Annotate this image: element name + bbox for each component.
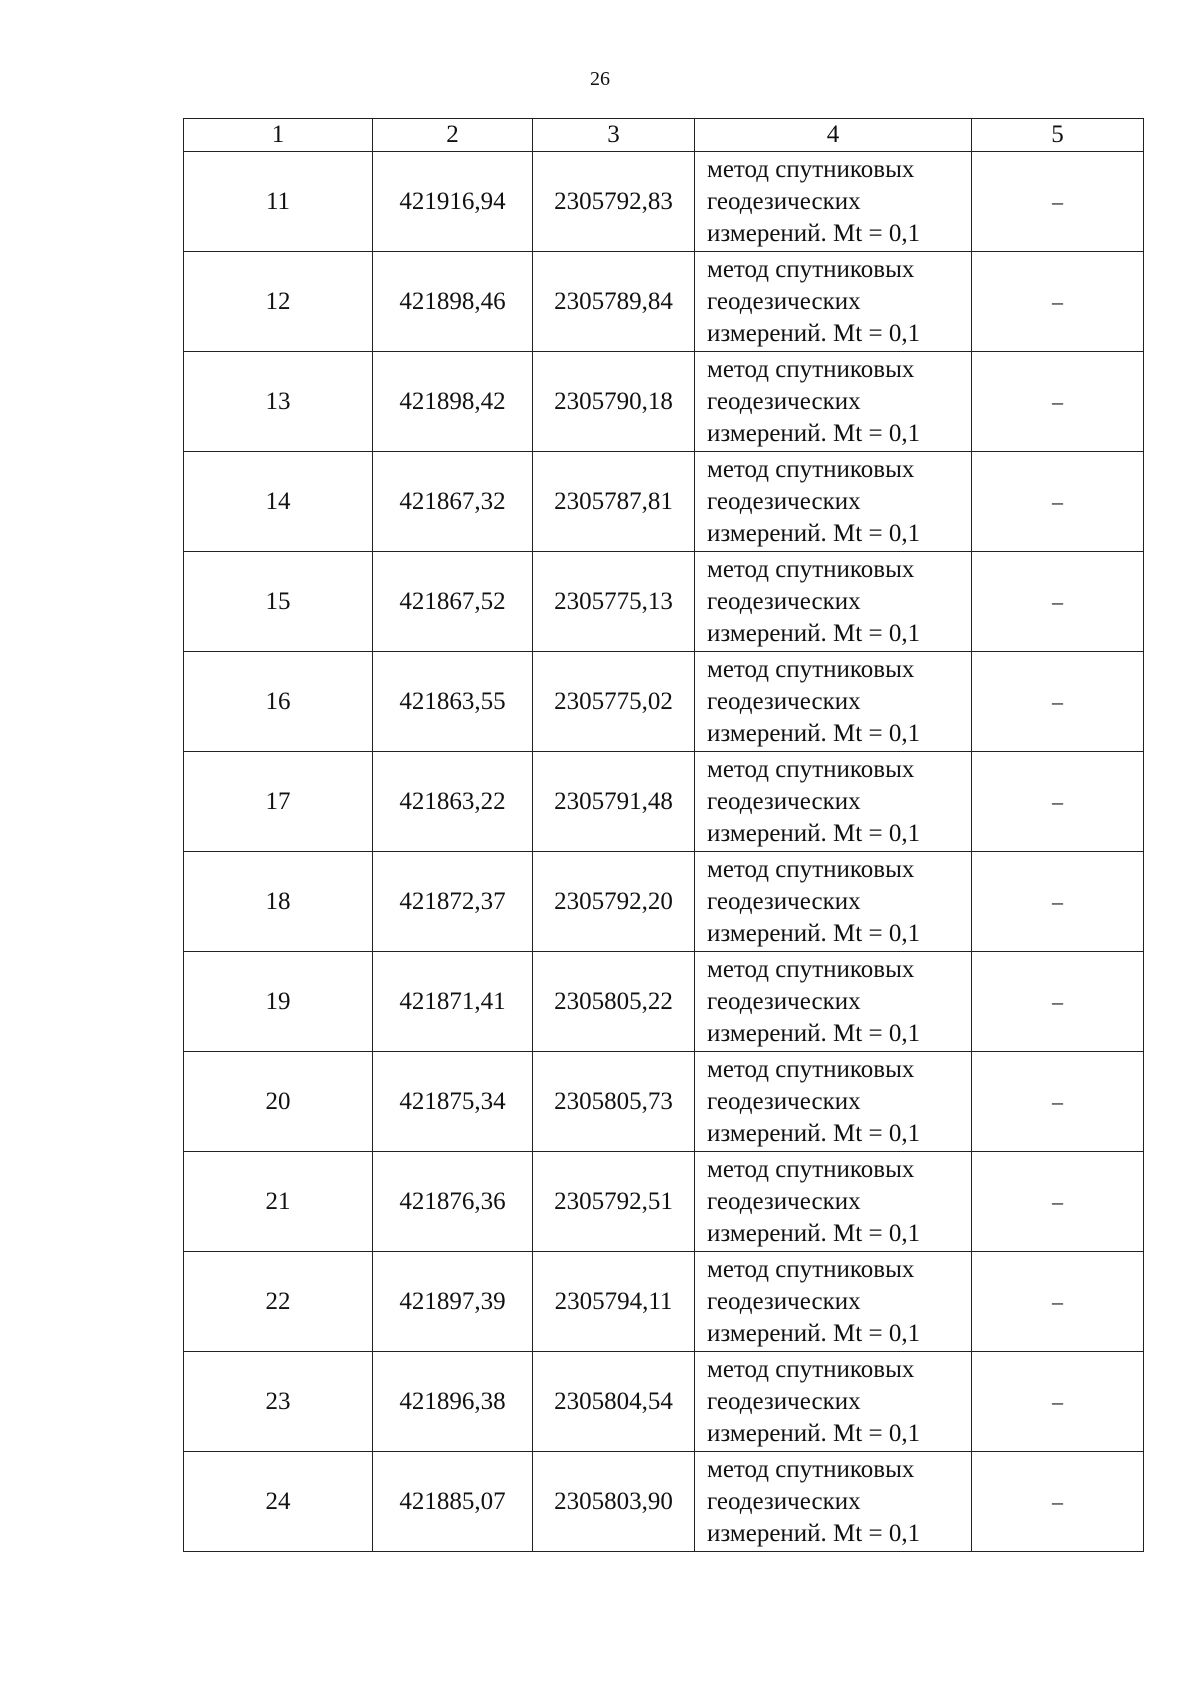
point-number-cell: 20 <box>184 1052 373 1152</box>
extra-cell: – <box>972 1052 1144 1152</box>
table-row <box>184 452 1144 552</box>
method-line: метод спутниковых <box>707 355 915 383</box>
method-line: измерений. Mt = 0,1 <box>707 619 921 647</box>
method-line: измерений. Mt = 0,1 <box>707 919 921 947</box>
method-line: метод спутниковых <box>707 955 915 983</box>
method-line: геодезических <box>707 487 861 515</box>
point-number-cell: 14 <box>184 452 373 552</box>
method-cell <box>695 1252 972 1352</box>
method-line: геодезических <box>707 587 861 615</box>
extra-cell: – <box>972 1152 1144 1252</box>
header-col-3: 3 <box>533 119 695 152</box>
table-row <box>184 152 1144 252</box>
extra-cell: – <box>972 652 1144 752</box>
header-col-5: 5 <box>972 119 1144 152</box>
x-coordinate-cell: 421863,55 <box>373 652 533 752</box>
method-line: геодезических <box>707 1187 861 1215</box>
method-line: геодезических <box>707 287 861 315</box>
method-line: метод спутниковых <box>707 1155 915 1183</box>
method-cell <box>695 752 972 852</box>
x-coordinate-cell: 421876,36 <box>373 1152 533 1252</box>
y-coordinate-cell: 2305791,48 <box>533 752 695 852</box>
method-line: геодезических <box>707 987 861 1015</box>
table-row <box>184 752 1144 852</box>
y-coordinate-cell: 2305775,13 <box>533 552 695 652</box>
table-row <box>184 552 1144 652</box>
method-line: метод спутниковых <box>707 1355 915 1383</box>
extra-cell: – <box>972 1352 1144 1452</box>
method-line: измерений. Mt = 0,1 <box>707 419 921 447</box>
method-cell <box>695 1052 972 1152</box>
extra-cell: – <box>972 952 1144 1052</box>
point-number-cell: 18 <box>184 852 373 952</box>
method-line: измерений. Mt = 0,1 <box>707 719 921 747</box>
table-row <box>184 852 1144 952</box>
y-coordinate-cell: 2305805,73 <box>533 1052 695 1152</box>
page-number: 26 <box>590 68 610 90</box>
y-coordinate-cell: 2305804,54 <box>533 1352 695 1452</box>
extra-cell: – <box>972 1452 1144 1552</box>
method-line: измерений. Mt = 0,1 <box>707 1519 921 1547</box>
table-header <box>184 119 1144 152</box>
point-number-cell: 11 <box>184 152 373 252</box>
table-row <box>184 252 1144 352</box>
method-line: метод спутниковых <box>707 755 915 783</box>
header-col-1: 1 <box>184 119 373 152</box>
method-cell <box>695 252 972 352</box>
method-line: измерений. Mt = 0,1 <box>707 819 921 847</box>
method-line: измерений. Mt = 0,1 <box>707 1019 921 1047</box>
y-coordinate-cell: 2305792,51 <box>533 1152 695 1252</box>
table-row <box>184 1452 1144 1552</box>
method-line: метод спутниковых <box>707 855 915 883</box>
point-number-cell: 21 <box>184 1152 373 1252</box>
method-line: измерений. Mt = 0,1 <box>707 1119 921 1147</box>
method-line: измерений. Mt = 0,1 <box>707 1419 921 1447</box>
x-coordinate-cell: 421896,38 <box>373 1352 533 1452</box>
point-number-cell: 23 <box>184 1352 373 1452</box>
x-coordinate-cell: 421875,34 <box>373 1052 533 1152</box>
method-line: метод спутниковых <box>707 455 915 483</box>
method-line: измерений. Mt = 0,1 <box>707 1219 921 1247</box>
method-line: измерений. Mt = 0,1 <box>707 519 921 547</box>
method-line: геодезических <box>707 1487 861 1515</box>
method-line: геодезических <box>707 387 861 415</box>
method-line: метод спутниковых <box>707 255 915 283</box>
x-coordinate-cell: 421885,07 <box>373 1452 533 1552</box>
method-line: метод спутниковых <box>707 155 915 183</box>
y-coordinate-cell: 2305775,02 <box>533 652 695 752</box>
method-line: измерений. Mt = 0,1 <box>707 219 921 247</box>
method-cell <box>695 152 972 252</box>
x-coordinate-cell: 421871,41 <box>373 952 533 1052</box>
extra-cell: – <box>972 352 1144 452</box>
table-body <box>184 152 1144 1552</box>
method-cell <box>695 1352 972 1452</box>
method-line: измерений. Mt = 0,1 <box>707 1319 921 1347</box>
y-coordinate-cell: 2305787,81 <box>533 452 695 552</box>
extra-cell: – <box>972 852 1144 952</box>
table-row <box>184 1352 1144 1452</box>
method-cell <box>695 1452 972 1552</box>
table-row <box>184 1152 1144 1252</box>
method-line: метод спутниковых <box>707 655 915 683</box>
extra-cell: – <box>972 252 1144 352</box>
method-line: геодезических <box>707 1387 861 1415</box>
extra-cell: – <box>972 552 1144 652</box>
x-coordinate-cell: 421867,52 <box>373 552 533 652</box>
extra-cell: – <box>972 752 1144 852</box>
method-cell <box>695 1152 972 1252</box>
extra-cell: – <box>972 1252 1144 1352</box>
method-line: геодезических <box>707 187 861 215</box>
y-coordinate-cell: 2305792,83 <box>533 152 695 252</box>
point-number-cell: 13 <box>184 352 373 452</box>
y-coordinate-cell: 2305789,84 <box>533 252 695 352</box>
table-row <box>184 1252 1144 1352</box>
method-cell <box>695 852 972 952</box>
method-line: геодезических <box>707 1287 861 1315</box>
method-line: метод спутниковых <box>707 1455 915 1483</box>
point-number-cell: 16 <box>184 652 373 752</box>
method-cell <box>695 452 972 552</box>
point-number-cell: 19 <box>184 952 373 1052</box>
method-cell <box>695 652 972 752</box>
method-line: метод спутниковых <box>707 555 915 583</box>
y-coordinate-cell: 2305805,22 <box>533 952 695 1052</box>
x-coordinate-cell: 421867,32 <box>373 452 533 552</box>
method-line: геодезических <box>707 687 861 715</box>
table-row <box>184 952 1144 1052</box>
extra-cell: – <box>972 152 1144 252</box>
header-row <box>184 119 1144 152</box>
table-row <box>184 652 1144 752</box>
method-line: метод спутниковых <box>707 1055 915 1083</box>
extra-cell: – <box>972 452 1144 552</box>
method-cell <box>695 952 972 1052</box>
y-coordinate-cell: 2305803,90 <box>533 1452 695 1552</box>
y-coordinate-cell: 2305790,18 <box>533 352 695 452</box>
point-number-cell: 12 <box>184 252 373 352</box>
x-coordinate-cell: 421872,37 <box>373 852 533 952</box>
header-col-4: 4 <box>695 119 972 152</box>
table-row <box>184 1052 1144 1152</box>
table-row <box>184 352 1144 452</box>
coordinates-table <box>183 118 1144 1552</box>
x-coordinate-cell: 421898,42 <box>373 352 533 452</box>
point-number-cell: 22 <box>184 1252 373 1352</box>
point-number-cell: 15 <box>184 552 373 652</box>
method-cell <box>695 352 972 452</box>
method-line: измерений. Mt = 0,1 <box>707 319 921 347</box>
method-line: геодезических <box>707 787 861 815</box>
point-number-cell: 24 <box>184 1452 373 1552</box>
header-col-2: 2 <box>373 119 533 152</box>
method-cell <box>695 552 972 652</box>
y-coordinate-cell: 2305794,11 <box>533 1252 695 1352</box>
method-line: геодезических <box>707 887 861 915</box>
method-line: метод спутниковых <box>707 1255 915 1283</box>
x-coordinate-cell: 421898,46 <box>373 252 533 352</box>
x-coordinate-cell: 421916,94 <box>373 152 533 252</box>
point-number-cell: 17 <box>184 752 373 852</box>
x-coordinate-cell: 421863,22 <box>373 752 533 852</box>
x-coordinate-cell: 421897,39 <box>373 1252 533 1352</box>
y-coordinate-cell: 2305792,20 <box>533 852 695 952</box>
method-line: геодезических <box>707 1087 861 1115</box>
